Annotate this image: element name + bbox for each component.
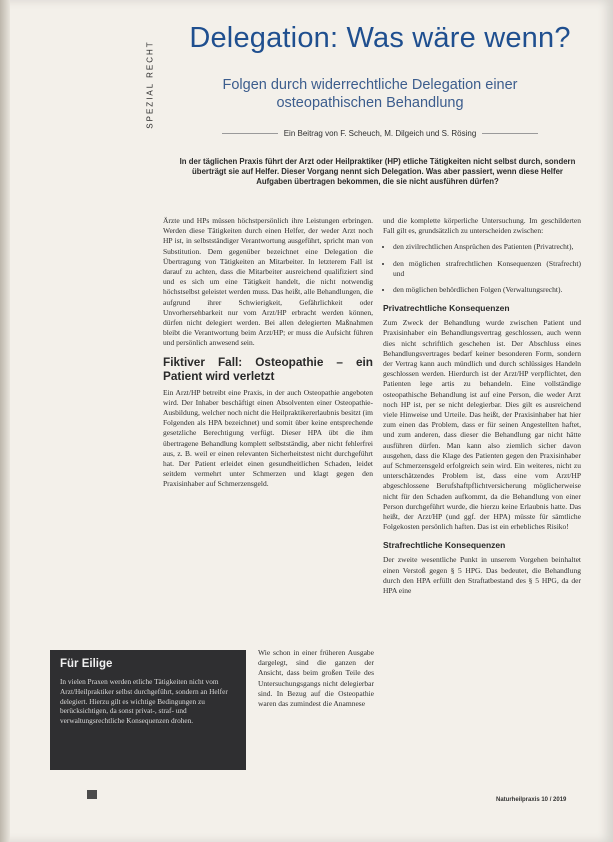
summary-box <box>50 650 246 770</box>
page-number-marker <box>87 790 97 799</box>
section-label-container <box>120 20 160 170</box>
article-title: Delegation: Was wäre wenn? <box>189 22 571 54</box>
column-1-continued <box>258 648 374 715</box>
author-byline <box>210 129 550 138</box>
intro-paragraph: Ärzte und HPs müssen höchstpersönlich ihre Leistungen erbringen. Werden diese Tätigkeiten durch einen Helfer, der weder Arzt noch HP ist, in selbstständiger Verantwortung ausgeführt, spricht man von Substitution. Dem gegenüber bezeichnet eine Delegation die Übertragung von Tätigkeiten an Mitarbeiter. In letzterem Fall ist darauf zu achten, dass die Mitarbeiter ausreichend qualifiziert sind und es sich um eine Tätigkeit handelt, die nicht notwendig höchstselbst geleistet werden muss. Das heißt, alle Behandlungen, die aufgrund ihrer Schwierigkeit, Gefährlichkeit oder Unvorhersehbarkeit nur vom Arzt/HP erbracht werden können, dürfen nicht delegiert werden. Bei allen delegierten Maßnahmen bleibt die Verantwortung beim Arzt/HP; er muss die Aufsicht führen und persönlich anwesend sein. <box>163 216 373 348</box>
case-paragraph: Ein Arzt/HP betreibt eine Praxis, in der auch Osteopathie angeboten wird. Der Inhaber beschäftigt einen Absolventen einer Osteopathie-Ausbildung, welcher noch nicht die Heilpraktikererlaubnis besitzt (im Folgenden als HPA bezeichnet) und somit über keine entsprechende gesetzliche Berechtigung verfügt. Dieser HPA übt die ihm übertragene Behandlung komplett selbstständig, aber nicht fehlerfrei aus, z. B. weil er einen relevanten Sicherheitstest nicht durchgeführt hat. Der Patient erleidet einen gesundheitlichen Schaden, leidet seitdem vermehrt unter Schmerzen und klagt gegen den Praxisinhaber auf Schmerzensgeld. <box>163 387 373 489</box>
section-heading-private-law: Privatrechtliche Konsequenzen <box>383 303 510 314</box>
byline-text: Ein Beitrag von F. Scheuch, M. Dilgeich und S. Rösing <box>283 129 477 138</box>
summary-box-text: In vielen Praxen werden etliche Tätigkeiten nicht vom Arzt/Heilpraktiker selbst durchgeführt, sondern an Helfer delegiert. Hierzu gilt es wichtige Bedingungen zu berücksichtigen, da sonst privat-, straf- und verwaltungsrechtliche Konsequenzen drohen. <box>60 677 228 726</box>
column-2 <box>383 216 581 602</box>
section-heading-criminal-law: Strafrechtliche Konsequenzen <box>383 540 506 551</box>
section-heading-fictitious-case: Fiktiver Fall: Osteopathie – ein Patient wird verletzt <box>163 354 373 383</box>
consequence-list <box>383 242 581 295</box>
criminal-law-paragraph: Der zweite wesentliche Punkt in unserem Vorgehen beinhaltet einen Verstoß gegen § 5 HPG. Das bedeutet, die Behandlung durch den HPA erfüllt den Straftatbestand des § 5 HPG, da der HPA eine <box>383 555 581 596</box>
private-law-paragraph: Zum Zweck der Behandlung wurde zwischen Patient und Praxisinhaber ein Behandlungsvertrag geschlossen, auch wenn dies nicht schriftlich geschehen ist. Der Abschluss eines Behandlungsvertrages bedarf keiner besonderen Form, sondern der Vertrag kann auch mündlich und durch schlüssiges Handeln geschlossen werden. Hierdurch ist der Arzt/HP verpflichtet, den Patienten lege artis zu behandeln. Eine vollständige osteopathische Behandlung ist auf eine Person, die weder Arzt noch HP ist, per se nicht delegierbar. Dies gilt es ausreichend viele Hinweise und Urteile. Das heißt, der Praxisinhaber hat hier zum einen das Problem, dass er für seinen Angestellten haftet, und zum anderen, dass dieser die Behandlung gar nicht hätte ausführen dürfen. Man kann also ziemlich sicher davon ausgehen, dass die Klage des Patienten gegen den Praxisinhaber auf Schmerzensgeld erfolgreich sein wird. Ein weiteres, nicht zu unterschätzendes Problem ist, dass eine vom Arzt/HP abgeschlossene Berufshaftpflichtversicherung möglicherweise nicht für den Schaden aufkommt, da die Behandlung von einer Person durchgeführt wurde, die hierzu keine Erlaubnis hatte. Das heißt, der Arzt/HP (und ggf. der HPA) müsste für sämtliche Folgekosten persönlich haften. Das ist ein erhebliches Risiko! <box>383 318 581 532</box>
continued-paragraph: Wie schon in einer früheren Ausgabe dargelegt, sind die ganzen der Ansicht, dass beim großen Teile des Untersuchungsgangs nicht delegierbar sind. In Bezug auf die Osteopathie waren das zumindest die Anamnese <box>258 648 374 709</box>
list-item: • den zivilrechtlichen Ansprüchen des Patienten (Privatrecht), <box>393 242 581 252</box>
column-1 <box>163 216 373 496</box>
distinction-intro: und die komplette körperliche Untersuchung. Im geschilderten Fall gilt es, grundsätzlich zu unterscheiden zwischen: <box>383 216 581 236</box>
summary-box-title: Für Eilige <box>60 658 113 670</box>
list-item: • den möglichen behördlichen Folgen (Verwaltungsrecht). <box>393 285 581 295</box>
lead-paragraph: In der täglichen Praxis führt der Arzt oder Heilpraktiker (HP) etliche Tätigkeiten nicht selbst durch, sondern überträgt sie auf Helfer. Dieser Vorgang nennt sich Delegation. Was aber passiert, wenn diese Helfer Aufgaben übertragen bekommen, die sie nicht ausführen dürfen? <box>179 157 576 187</box>
list-item: • den möglichen strafrechtlichen Konsequenzen (Strafrecht) und <box>393 259 581 279</box>
section-label: SPEZIAL RECHT <box>145 40 155 129</box>
article-subtitle: Folgen durch widerrechtliche Delegation einer osteopathischen Behandlung <box>222 77 518 111</box>
footer-publication: Naturheilpraxis 10 / 2019 <box>496 797 567 803</box>
page-gutter <box>0 0 10 842</box>
